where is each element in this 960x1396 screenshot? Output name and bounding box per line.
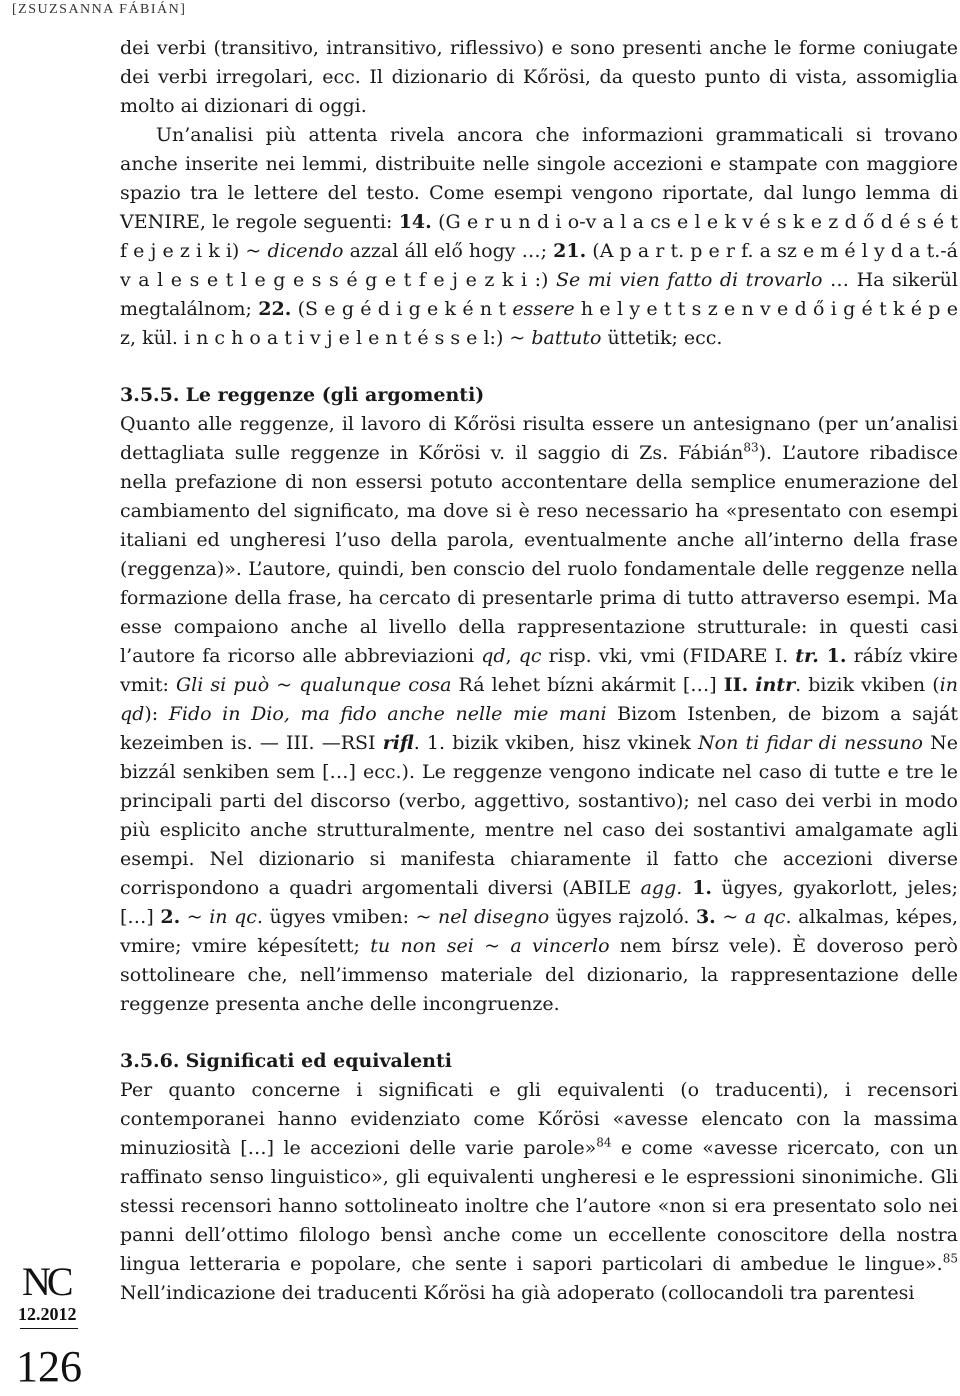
text-run: e come «avesse ricercato, con un raffinato senso linguistico», gli equivalenti ungheresi e le espressioni sinonimiche. Gli stessi recensori hanno sottolineato inoltre che l’autore «non si era presentato solo nei panni dell’ottimo filologo bensì anche come un eccellente conoscitore della nostra lingua letteraria e popolare, che sente i sapori particolari di ambedue le lingue». (120, 1137, 958, 1275)
rule-number: 21. (553, 240, 587, 262)
example-text: Se mi vien fatto di trovarlo (555, 269, 823, 291)
example-text: tu non sei ~ a vincerlo (370, 935, 610, 957)
example-text: essere (512, 298, 575, 320)
abbrev: qd (481, 645, 506, 667)
text-run: … Ha sikerül megtalálnom; (120, 269, 958, 320)
text-run: nem bírsz vele). È doveroso però sottolineare che, nell’immenso materiale del dizionario, la rappresentazione delle reggenze presenta anche delle incongruenze. (120, 935, 958, 1015)
paragraph: dei verbi (transitivo, intransitivo, riflessivo) e sono presenti anche le forme coniugate dei verbi irregolari, ecc. Il dizionario di Kőrösi, da questo punto di vista, assomiglia molto ai dizionari di oggi. (120, 37, 958, 117)
example-text: Gli si può ~ qualunque cosa (175, 674, 452, 696)
sense-number: II. (723, 674, 749, 696)
text-run: risp. vki, vmi (FIDARE I. (541, 645, 796, 667)
text-run: üttetik; ecc. (601, 327, 723, 349)
section-title: Significati ed equivalenti (185, 1050, 452, 1072)
text-run: ). L’autore ribadisce nella prefazione di non essersi potuto accontentare della semplice enumerazione del cambiamento del significato, ma dove si è reso necessario ha «presentato con esempi italiani ed ungheresi l’uso della parola, eventualmente anche all’interno della frase (reggenza)». L’autore, quindi, ben conscio del ruolo fondamentale delle reggenze nella formazione della frase, ha cercato di presentarle prima di tutto attraverso esempi. Ma esse compaiono anche al livello della rappresentazione strutturale: in questi casi l’autore fa ricorso alle abbreviazioni (120, 442, 959, 667)
text-run: rábíz vkire vmit: (120, 645, 958, 696)
text-run: , (505, 645, 519, 667)
sense-number: 1. (818, 645, 847, 667)
text-run: . alkalmas, képes, vmire; vmire képesített; (120, 906, 959, 957)
text-run: ~ (715, 906, 745, 928)
example-text: battuto (531, 327, 602, 349)
sense-number: 1. (682, 877, 713, 899)
spaced-text: (A p a r t. p e r f. a sz e m é l y d a t.-á v a l e s e t l e g e s s é g e t f e j e z k i :) (120, 240, 958, 291)
page-number: 126 (16, 1342, 82, 1391)
section-heading (120, 1047, 958, 1076)
divider (20, 1328, 78, 1329)
spaced-text: (G e r u n d i o-v a l a cs e l e k v é s k e z d ő d é s é t f e j e z i k i) ~ (120, 211, 958, 262)
abbrev: in qc. (209, 906, 263, 928)
text-run: Bizom Istenben, de bizom a saját kezeimben is. — III. —RSI (120, 703, 959, 754)
text-run: Rá lehet bízni akármit […] (451, 674, 724, 696)
abbrev: tr. (795, 645, 819, 667)
text-run: ügyes, gyakorlott, jeles; […] (120, 877, 959, 928)
text-run: ügyes rajzoló. (549, 906, 696, 928)
text-run: Un’analisi più attenta rivela ancora che informazioni grammaticali si trovano anche inserite nei lemmi, distribuite nelle singole accezioni e stampate con maggiore spazio tra le lettere del testo. Come esempi vengono riportate, dal lungo lemma di VENIRE, le regole seguenti: (120, 124, 958, 233)
page-body (120, 34, 958, 1308)
sense-number: 2. (160, 906, 181, 928)
rule-number: 14. (398, 211, 432, 233)
text-run: Ne bizzál senkiben sem […] ecc.). Le reggenze vengono indicate nel caso di tutte e tre le principali parti del discorso (verbo, aggettivo, sostantivo); nel caso dei verbi in modo più esplicito anche strutturalmente, mentre nel caso dei sostantivi amalgamate agli esempi. Nel dizionario si manifesta chiaramente il fatto che accezioni diverse corrispondono a quadri argomentali diversi (ABILE (120, 732, 958, 899)
paragraph (120, 1076, 958, 1308)
text-run: Per quanto concerne i significati e gli equivalenti (o traducenti), i recensori contemporanei hanno evidenziato come Kőrösi «avesse elencato con la massima minuziosità […] le accezioni delle varie parole» (120, 1079, 958, 1159)
example-text: Non ti fidar di nessuno (698, 732, 923, 754)
journal-logo: NC (22, 1259, 70, 1304)
example-text: dicendo (267, 240, 344, 262)
text-run: . bizik vkiben ( (795, 674, 940, 696)
sense-number: 3. (695, 906, 716, 928)
spaced-text: h e l y e t t s z e n v e d ő i g é t k é p e z, kül. i n c h o a t i v j e l e n t é s s e l:) ~ (120, 298, 958, 349)
abbrev: qc (518, 645, 542, 667)
text-run: Nell’indicazione dei traducenti Kőrösi ha già adoperato (collocandoli tra parentesi (120, 1282, 915, 1304)
abbrev: in qd (120, 674, 958, 725)
text-run: ): (144, 703, 169, 725)
rule-number: 22. (258, 298, 292, 320)
text-run: ~ (180, 906, 210, 928)
text-run: . 1. bizik vkiben, hisz vkinek (413, 732, 698, 754)
section-number: 3.5.6. (120, 1050, 180, 1072)
abbrev: agg. (640, 877, 683, 899)
text-run: Quanto alle reggenze, il lavoro di Kőrösi risulta essere un antesignano (per un’analisi dettagliata sulle reggenze in Kőrösi v. il saggio di Zs. Fábián (120, 413, 958, 464)
paragraph (120, 410, 958, 1019)
footnote-ref[interactable]: 85 (942, 1251, 958, 1266)
text-run: azzal áll elő hogy …; (343, 240, 554, 262)
example-text: Fido in Dio, ma fido anche nelle mie mani (168, 703, 607, 725)
abbrev: intr (755, 674, 796, 696)
spaced-text: (S e g é d i g e k é n t (291, 298, 513, 320)
section-heading (120, 381, 958, 410)
example-text: nel disegno (438, 906, 550, 928)
section-title: Le reggenze (gli argomenti) (185, 384, 485, 406)
abbrev: a qc (744, 906, 786, 928)
issue-date: 12.2012 (18, 1304, 77, 1324)
footnote-ref[interactable]: 83 (743, 440, 759, 455)
running-header: [ZSUZSANNA FÁBIÁN] (12, 2, 187, 17)
paragraph (120, 121, 958, 353)
section-number: 3.5.5. (120, 384, 180, 406)
text-run: ügyes vmiben: ~ (262, 906, 439, 928)
footnote-ref[interactable]: 84 (596, 1135, 612, 1150)
abbrev: rifl (382, 732, 414, 754)
